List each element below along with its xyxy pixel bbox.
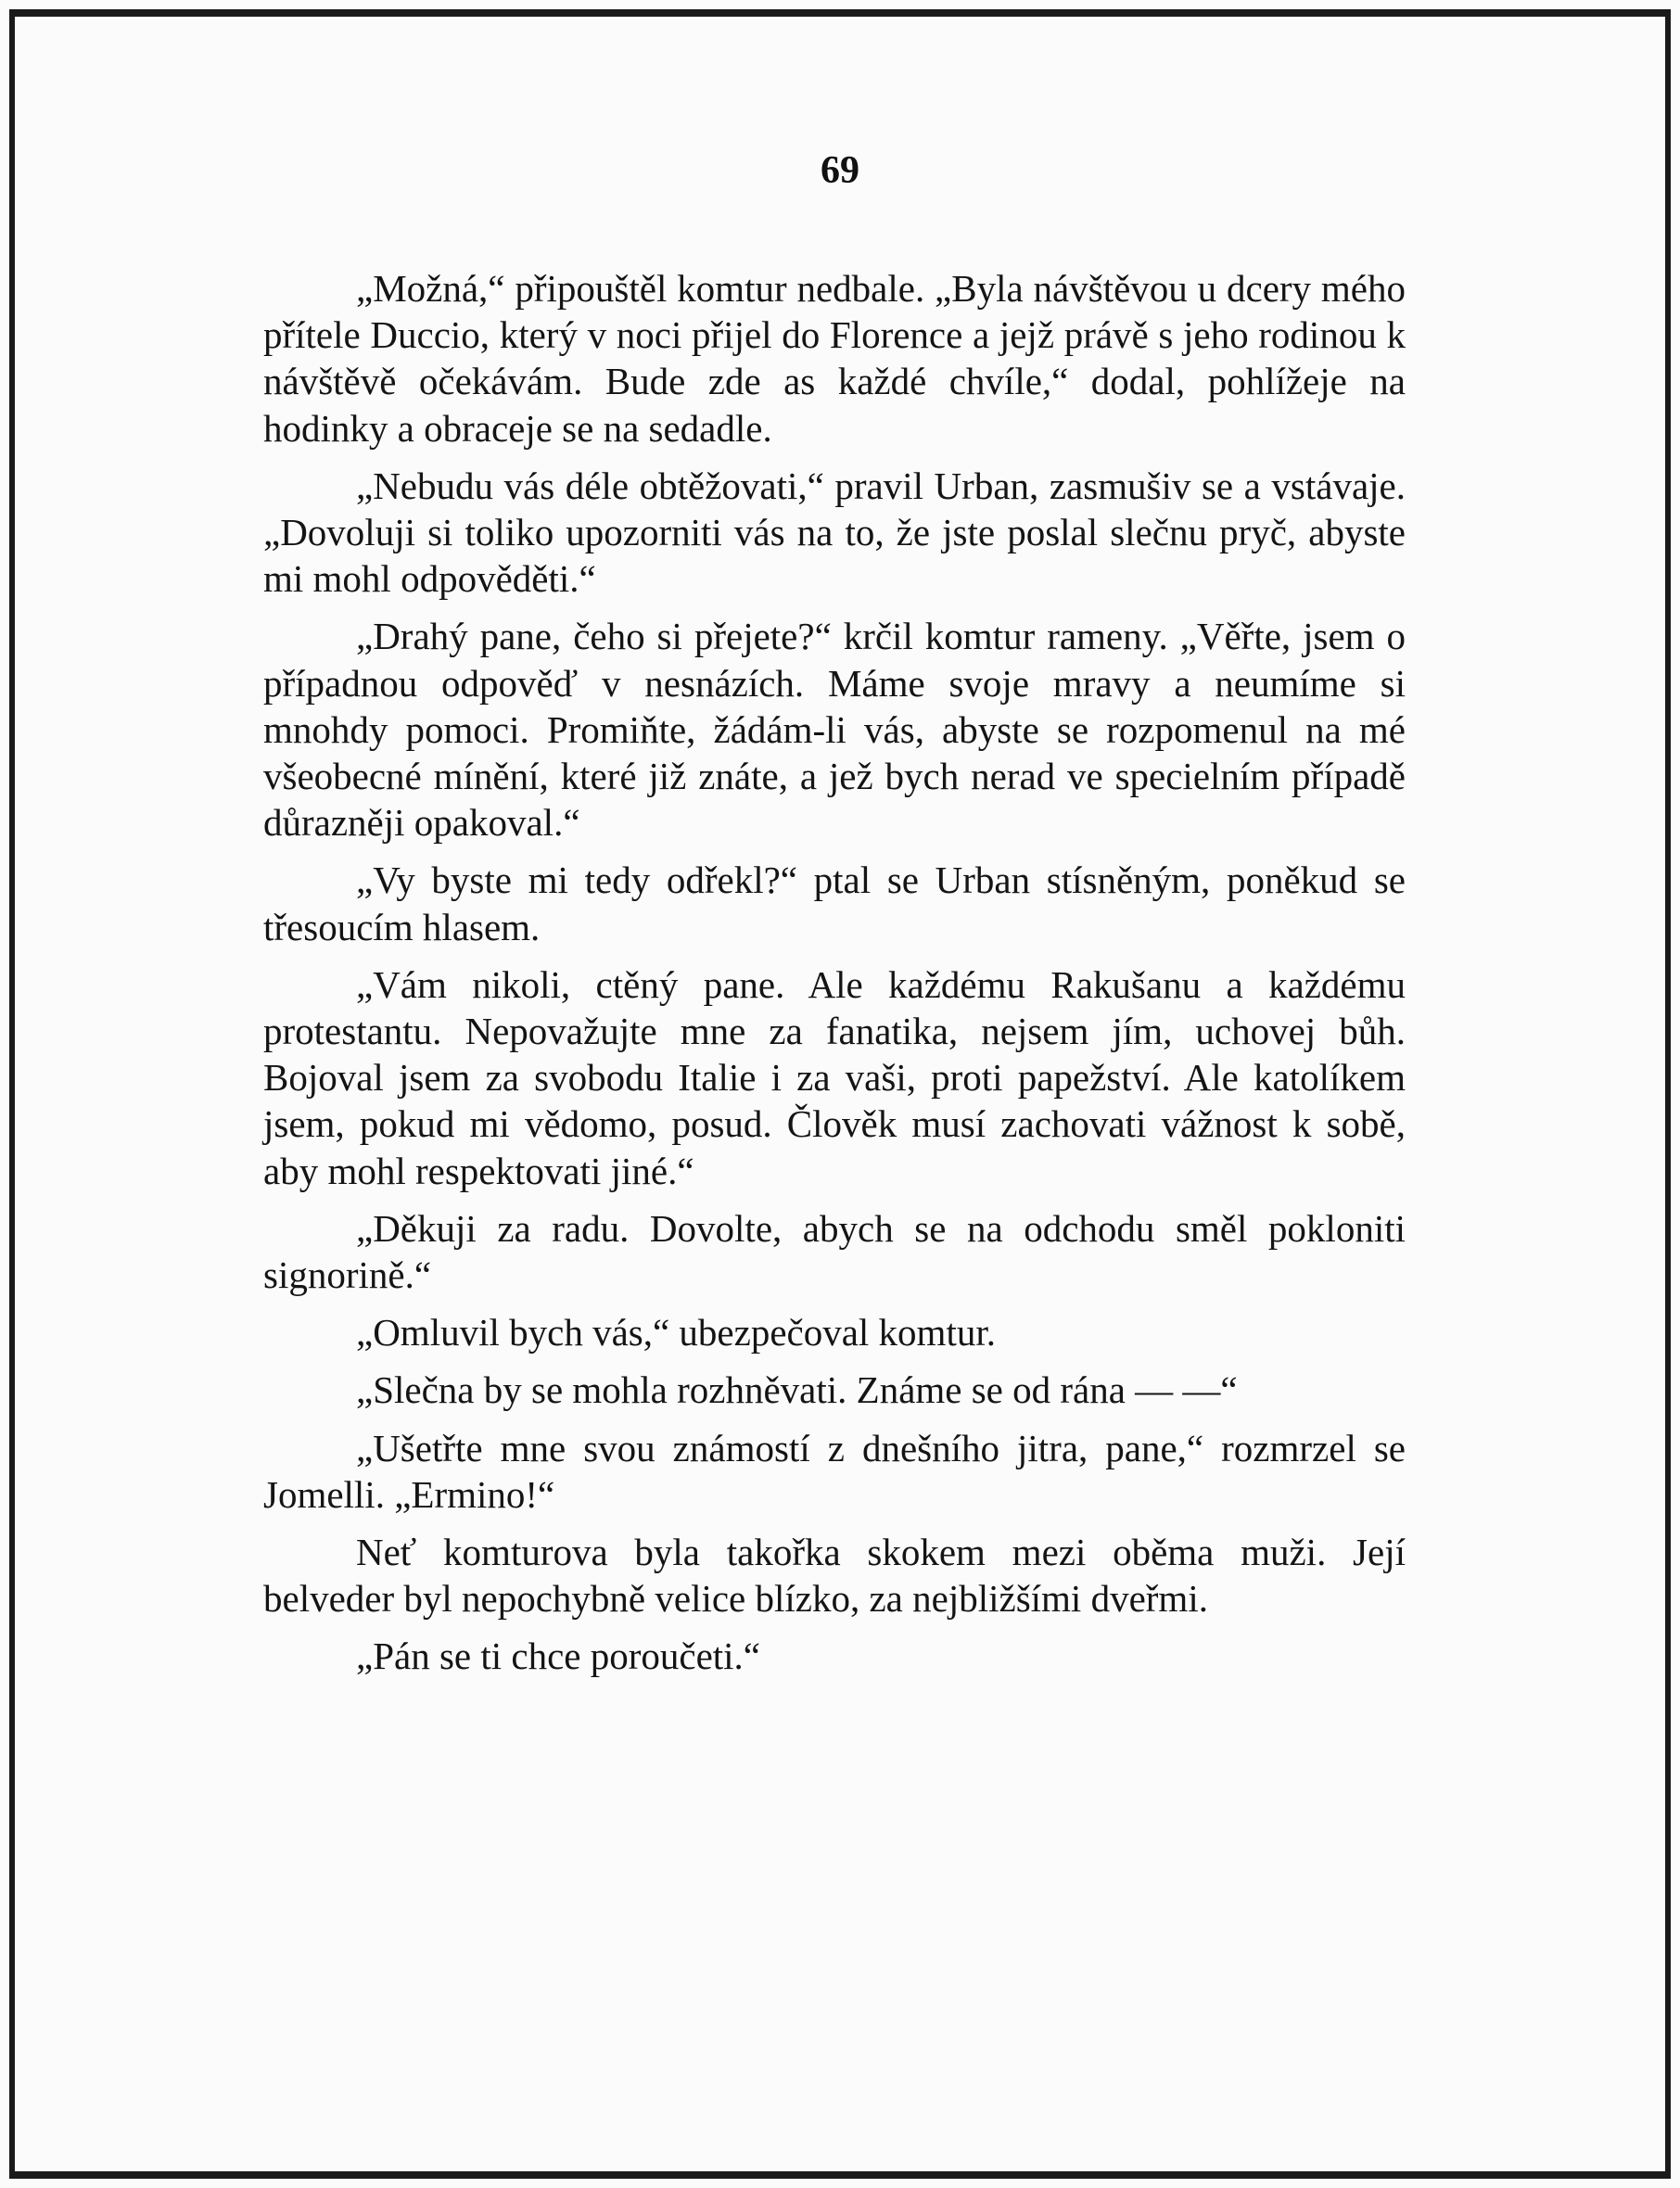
page-number: 69 [821,149,859,192]
paragraph: „Děkuji za radu. Dovolte, abych se na odchodu směl pokloniti signorině.“ [263,1206,1406,1297]
paragraph: „Omluvil bych vás,“ ubezpečoval komtur. [356,1311,996,1355]
scan-border-left [9,9,15,2179]
paragraph: „Pán se ti chce poroučeti.“ [356,1635,761,1678]
scan-border-top [9,9,1671,17]
paragraph: „Drahý pane, čeho si přejete?“ krčil komtur rameny. „Věřte, jsem o případnou odpověď v nesnázích. Máme svoje mravy a neumíme si mnohdy pomoci. Promiňte, žádám-li vás, abyste se rozpomenul na mé všeobecné mínění, které již znáte, a jež bych nerad ve specielním případě důrazněji opakoval.“ [263,615,1406,845]
paragraph: Neť komturova byla takořka skokem mezi oběma muži. Její belveder byl nepochybně velice blízko, za nejbližšími dveřmi. [263,1531,1406,1621]
scan-border-bottom [9,2171,1671,2179]
paragraph: „Ušetřte mne svou známostí z dnešního jitra, pane,“ rozmrzel se Jomelli. „Ermino!“ [263,1426,1406,1516]
text-body [263,265,1406,1691]
paragraph: „Vy byste mi tedy odřekl?“ ptal se Urban stísněným, poněkud se třesoucím hlasem. [263,859,1406,948]
paragraph: „Možná,“ připouštěl komtur nedbale. „Byla návštěvou u dcery mého přítele Duccio, který v noci přijel do Florence a jejž právě s jeho rodinou k návštěvě očekávám. Bude zde as každé chvíle,“ dodal, pohlížeje na hodinky a obraceje se na sedadle. [263,267,1406,450]
paragraph: „Slečna by se mohla rozhněvati. Známe se od rána — —“ [356,1368,1238,1412]
scan-border-right [1665,9,1671,2179]
paragraph: „Vám nikoli, ctěný pane. Ale každému Rakušanu a každému protestantu. Nepovažujte mne za fanatika, nejsem jím, uchovej bůh. Bojoval jsem za svobodu Italie i za vaši, proti papežství. Ale katolíkem jsem, pokud mi vědomo, posud. Člověk musí zachovati vážnost k sobě, aby mohl respektovati jiné.“ [263,962,1406,1192]
paragraph: „Nebudu vás déle obtěžovati,“ pravil Urban, zasmušiv se a vstávaje. „Dovoluji si toliko upozorniti vás na to, že jste poslal slečnu pryč, abyste mi mohl odpověděti.“ [263,464,1406,601]
